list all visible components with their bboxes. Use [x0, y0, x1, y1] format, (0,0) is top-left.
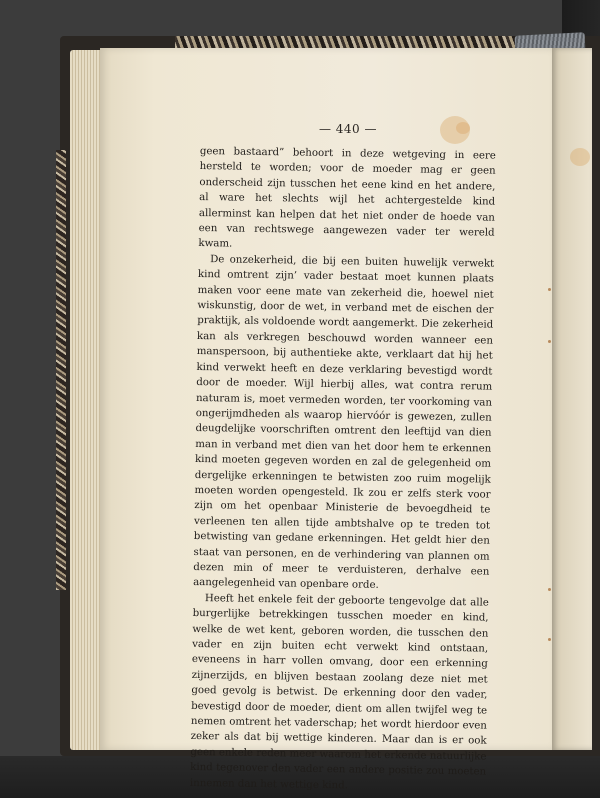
foxing-dot — [548, 588, 551, 591]
paragraph: Heeft het enkele feit der geboorte tengevolge dat alle burgerlijke betrekkingen tusschen moeder en kind, welke de wet kent, geboren worden, die tusschen den vader en zijn buiten echt verwekt kind ontstaan, eveneens in harr vollen omvang, door een erkenning zijnerzijds, en blijven bestaan zoolang deze niet met goed gevolg is betwist. De erkenning door den vader, bevestigd door de moeder, dient om allen twijfel weg te nemen omtrent het vaderschap; het wordt hierdoor even zeker als dat bij wettige kinderen. Maar dan is er ook geen enkele reden meer waarom het erkende natuurlijke kind tegenover den vader een andere positie zou moeten innemen dan het wettige kind. — [189, 592, 489, 792]
page-text — [190, 144, 496, 796]
foxing-dot — [548, 638, 551, 641]
marbled-cover-edge — [56, 150, 66, 590]
foxing-dot — [548, 288, 551, 291]
foxing-dot — [548, 340, 551, 343]
facing-page-edge — [552, 48, 592, 750]
paragraph: geen bastaard” behoort in deze wetgeving in eere hersteld te worden; voor de moeder mag er geen onderscheid zijn tusschen het eene kind en het andere, al ware het slechts wijl het achtergestelde kind allerminst kan helpen dat het niet onder de hoede van een van rechtswege aangewezen vader ter wereld kwam. — [198, 145, 496, 250]
page-number: — 440 — — [318, 122, 378, 136]
foxing-stain — [570, 148, 590, 166]
foxing-stain — [456, 122, 470, 134]
paragraph: De onzekerheid, die bij een buiten huwelijk verwekt kind omtrent zijn’ vader bestaat moet kunnen plaats maken voor eene mate van zekerheid die, hoewel niet wiskunstig, door de wet, in verband met de eischen der praktijk, als voldoende wordt aangemerkt. Die zekerheid kan als verkregen beschouwd worden wanneer een manspersoon, bij authentieke akte, verklaart dat hij het kind verwekt heeft en deze verklaring bevestigd wordt door de moeder. Wijl hierbij alles, wat contra rerum naturam is, moet vermeden worden, ter voorkoming van ongerijmdheden als waarop hiervóór is gewezen, zullen deugdelijke voorschriften omtrent den leeftijd van dien man in verband met dien van het door hem te erkennen kind moeten gegeven worden en zal de gelegenheid om dergelijke erkenningen te betwisten zoo ruim mogelijk moeten worden opengesteld. Ik zou er zelfs sterk voor zijn om het openbaar Ministerie de bevoegdheid te verleenen ten allen tijde ambtshalve op te treden tot betwisting van gedane erkenningen. Het geldt hier den staat van personen, en de verhindering van plannen om dezen min of meer te verduisteren, derhalve een aangelegenheid van openbare orde. — [193, 254, 495, 592]
